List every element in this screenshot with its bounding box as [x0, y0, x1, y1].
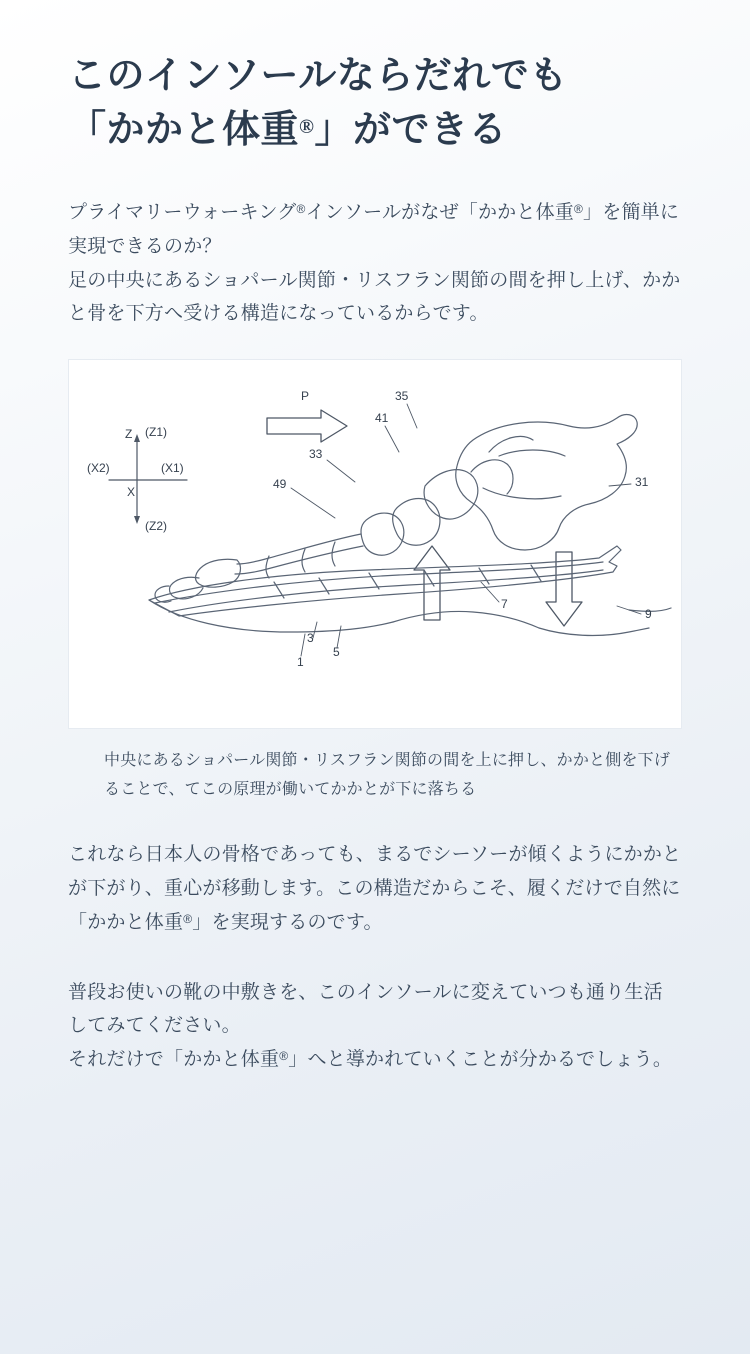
intro-seg-2: インソールがなぜ「かかと: [305, 201, 536, 223]
label-x: X: [127, 485, 136, 500]
body-p2-registered-mark: ®: [279, 1049, 289, 1064]
intro-paragraph: [68, 196, 682, 331]
intro-seg-5: 足の中央にあるショパール関節・リスフラン関節の間を押し上げ、かかと骨を下方へ受ける構造になっているからです。: [68, 269, 681, 325]
intro-seg-4: 」を簡単に実現できるのか？: [68, 201, 680, 257]
label-41: 41: [375, 411, 389, 426]
anatomy-diagram-figure: [68, 359, 682, 729]
label-9: 9: [645, 607, 652, 622]
label-5: 5: [333, 645, 340, 660]
metatarsal-bones: [155, 534, 363, 602]
body-p1-seg-2: 」を実現するのです。: [192, 911, 383, 933]
intro-seg-1: プライマリーウォーキング: [68, 201, 297, 223]
label-z1: (Z1): [145, 425, 167, 440]
label-1: 1: [297, 655, 304, 670]
body-paragraph-2: [68, 976, 682, 1077]
page-title: [68, 0, 682, 158]
headline-line-2-pre: 「かかと体重: [68, 108, 300, 151]
headline-line-1: このインソールならだれでも: [68, 55, 568, 97]
label-33: 33: [309, 447, 323, 462]
label-x2: (X2): [87, 461, 110, 476]
body-p2-seg-3: 」へと導かれていくことが分かるでしょう。: [288, 1049, 673, 1071]
intro-seg-3: 体重: [535, 201, 574, 223]
label-z: Z: [125, 427, 133, 442]
figure-caption: 中央にあるショパール関節・リスフラン関節の間を上に押し、かかと側を下げることで、てこの原理が働いてかかとが下に落ちる: [104, 752, 671, 798]
arrow-down: [546, 552, 582, 626]
label-35: 35: [395, 389, 409, 404]
leader-lines: [291, 404, 641, 656]
intro-registered-mark-2: ®: [574, 202, 584, 217]
label-x1: (X1): [161, 461, 184, 476]
foot-skeleton-diagram-svg: [69, 360, 681, 728]
label-p: P: [301, 389, 310, 404]
body-p2-seg-1: 普段お使いの靴の中敷きを、このインソールに変えていつも通り生活してみてください。: [68, 981, 663, 1037]
sole-outline: [149, 600, 671, 635]
label-31: 31: [635, 475, 649, 490]
body-p2-seg-2: それだけで「かかと体重: [68, 1049, 280, 1071]
arrow-p: [267, 410, 347, 442]
headline-line-2-post: 」ができる: [314, 108, 507, 151]
label-z2: (Z2): [145, 519, 167, 534]
headline-registered-mark: ®: [299, 115, 315, 138]
body-p1-registered-mark: ®: [183, 911, 193, 926]
headline-line-2: [68, 104, 682, 158]
intro-registered-mark-1: ®: [296, 202, 306, 217]
calcaneus-bone: [456, 415, 637, 550]
label-3: 3: [307, 631, 314, 646]
body-paragraph-1: [68, 838, 682, 939]
axis-group: [109, 434, 187, 524]
body-p1-seg-1: これなら日本人の骨格であっても、まるでシーソーが傾くようにかかとが下がり、重心が移動します。この構造だからこそ、履くだけで自然に「かかと体重: [68, 844, 682, 933]
label-49: 49: [273, 477, 287, 492]
label-7: 7: [501, 597, 508, 612]
